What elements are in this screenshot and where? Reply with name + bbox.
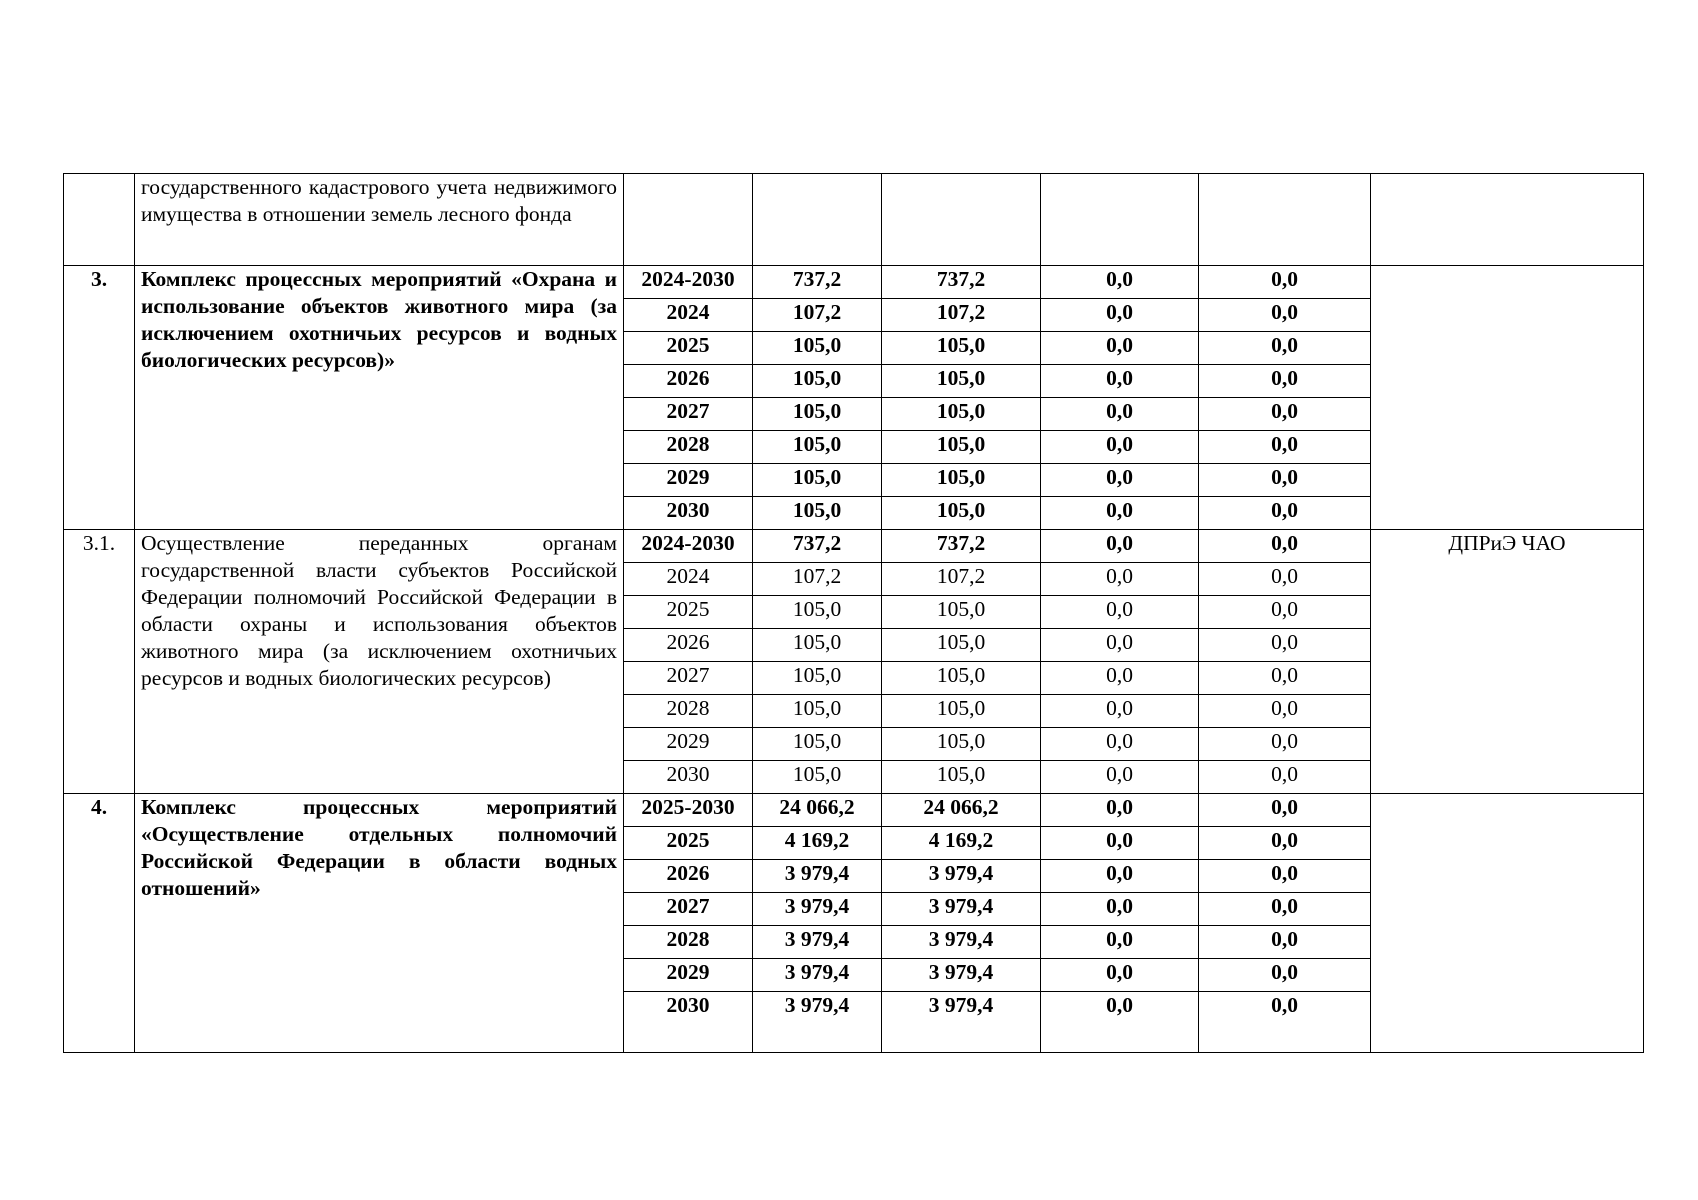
- amount-cell: 105,0: [882, 728, 1041, 761]
- period-cell: 2029: [624, 728, 753, 761]
- total-cell: 105,0: [753, 761, 882, 794]
- amount-cell: 0,0: [1041, 761, 1199, 794]
- amount-cell: 0,0: [1041, 662, 1199, 695]
- total-cell: 4 169,2: [753, 827, 882, 860]
- amount-cell: 0,0: [1041, 365, 1199, 398]
- continuation-row: [64, 174, 1644, 266]
- amount-cell: 107,2: [882, 563, 1041, 596]
- amount-cell: 0,0: [1041, 266, 1199, 299]
- amount-cell: 0,0: [1199, 827, 1371, 860]
- total-cell: 105,0: [753, 629, 882, 662]
- section-row: [64, 530, 1644, 563]
- total-cell: 105,0: [753, 728, 882, 761]
- amount-cell: 0,0: [1199, 299, 1371, 332]
- amount-cell: 0,0: [1041, 893, 1199, 926]
- amount-cell: 0,0: [1041, 959, 1199, 992]
- total-cell: 105,0: [753, 464, 882, 497]
- row-number-cell: 4.: [64, 794, 135, 1053]
- amount-cell: 105,0: [882, 761, 1041, 794]
- amount-cell: 3 979,4: [882, 860, 1041, 893]
- period-cell: 2024: [624, 299, 753, 332]
- row-number-cell: 3.1.: [64, 530, 135, 794]
- amount-cell: 737,2: [882, 530, 1041, 563]
- period-cell: 2028: [624, 431, 753, 464]
- total-cell: [753, 174, 882, 266]
- period-cell: 2026: [624, 365, 753, 398]
- amount-cell: 3 979,4: [882, 926, 1041, 959]
- responsible-cell: [1371, 266, 1644, 530]
- total-cell: 3 979,4: [753, 860, 882, 893]
- amount-cell: 105,0: [882, 596, 1041, 629]
- amount-cell: 105,0: [882, 365, 1041, 398]
- period-cell: 2026: [624, 860, 753, 893]
- budget-table: [63, 173, 1644, 1053]
- amount-cell: 0,0: [1041, 695, 1199, 728]
- description-cell: Комплекс процессных мероприятий «Охрана и использование объектов животного мира (за исключением охотничьих ресурсов и водных биологических ресурсов)»: [135, 266, 624, 530]
- period-cell: 2027: [624, 662, 753, 695]
- amount-cell: 105,0: [882, 332, 1041, 365]
- amount-cell: 3 979,4: [882, 992, 1041, 1053]
- amount-cell: 0,0: [1199, 530, 1371, 563]
- period-cell: 2028: [624, 695, 753, 728]
- amount-cell: 0,0: [1041, 497, 1199, 530]
- amount-cell: 105,0: [882, 629, 1041, 662]
- period-cell: 2027: [624, 398, 753, 431]
- amount-cell: 0,0: [1041, 299, 1199, 332]
- amount-cell: 3 979,4: [882, 959, 1041, 992]
- amount-cell: [1041, 174, 1199, 266]
- section-row: [64, 266, 1644, 299]
- section-row: [64, 794, 1644, 827]
- amount-cell: 0,0: [1199, 794, 1371, 827]
- amount-cell: 105,0: [882, 464, 1041, 497]
- period-cell: 2030: [624, 761, 753, 794]
- responsible-cell: ДПРиЭ ЧАО: [1371, 530, 1644, 794]
- total-cell: 105,0: [753, 497, 882, 530]
- amount-cell: 105,0: [882, 695, 1041, 728]
- amount-cell: 0,0: [1041, 431, 1199, 464]
- row-number-cell: [64, 174, 135, 266]
- period-cell: 2025: [624, 332, 753, 365]
- total-cell: 105,0: [753, 365, 882, 398]
- amount-cell: 0,0: [1199, 662, 1371, 695]
- amount-cell: 0,0: [1041, 794, 1199, 827]
- amount-cell: 3 979,4: [882, 893, 1041, 926]
- period-cell: 2024-2030: [624, 530, 753, 563]
- amount-cell: 105,0: [882, 431, 1041, 464]
- amount-cell: 0,0: [1199, 728, 1371, 761]
- amount-cell: 0,0: [1041, 530, 1199, 563]
- total-cell: 3 979,4: [753, 926, 882, 959]
- amount-cell: 0,0: [1041, 596, 1199, 629]
- amount-cell: 105,0: [882, 662, 1041, 695]
- amount-cell: 0,0: [1199, 629, 1371, 662]
- amount-cell: 0,0: [1041, 992, 1199, 1053]
- total-cell: 737,2: [753, 266, 882, 299]
- amount-cell: 0,0: [1199, 860, 1371, 893]
- description-cell: Осуществление переданных органам государственной власти субъектов Российской Федерации полномочий Российской Федерации в области охраны и использования объектов животного мира (за исключением охотничьих ресурсов и водных биологических ресурсов): [135, 530, 624, 794]
- period-cell: 2026: [624, 629, 753, 662]
- amount-cell: 4 169,2: [882, 827, 1041, 860]
- amount-cell: 0,0: [1199, 266, 1371, 299]
- period-cell: 2028: [624, 926, 753, 959]
- period-cell: 2027: [624, 893, 753, 926]
- period-cell: 2024-2030: [624, 266, 753, 299]
- amount-cell: 0,0: [1199, 992, 1371, 1053]
- amount-cell: 0,0: [1199, 563, 1371, 596]
- amount-cell: 0,0: [1041, 398, 1199, 431]
- responsible-cell: [1371, 794, 1644, 1053]
- amount-cell: 0,0: [1199, 431, 1371, 464]
- period-cell: [624, 174, 753, 266]
- period-cell: 2025: [624, 827, 753, 860]
- row-number-cell: 3.: [64, 266, 135, 530]
- amount-cell: 737,2: [882, 266, 1041, 299]
- period-cell: 2030: [624, 992, 753, 1053]
- total-cell: 105,0: [753, 398, 882, 431]
- total-cell: 107,2: [753, 563, 882, 596]
- period-cell: 2025: [624, 596, 753, 629]
- amount-cell: 0,0: [1199, 398, 1371, 431]
- amount-cell: 0,0: [1041, 728, 1199, 761]
- amount-cell: 0,0: [1199, 893, 1371, 926]
- amount-cell: 0,0: [1199, 695, 1371, 728]
- amount-cell: 0,0: [1199, 596, 1371, 629]
- amount-cell: 0,0: [1199, 761, 1371, 794]
- table-body: [64, 174, 1644, 1053]
- period-cell: 2029: [624, 464, 753, 497]
- total-cell: 24 066,2: [753, 794, 882, 827]
- total-cell: 107,2: [753, 299, 882, 332]
- period-cell: 2024: [624, 563, 753, 596]
- amount-cell: 24 066,2: [882, 794, 1041, 827]
- amount-cell: 0,0: [1041, 332, 1199, 365]
- amount-cell: 0,0: [1199, 464, 1371, 497]
- responsible-cell: [1371, 174, 1644, 266]
- period-cell: 2025-2030: [624, 794, 753, 827]
- description-cell: государственного кадастрового учета недвижимого имущества в отношении земель лесного фонда: [135, 174, 624, 266]
- amount-cell: 0,0: [1199, 959, 1371, 992]
- total-cell: 3 979,4: [753, 992, 882, 1053]
- amount-cell: 0,0: [1041, 563, 1199, 596]
- amount-cell: 0,0: [1199, 926, 1371, 959]
- period-cell: 2030: [624, 497, 753, 530]
- amount-cell: 0,0: [1041, 464, 1199, 497]
- total-cell: 3 979,4: [753, 959, 882, 992]
- total-cell: 3 979,4: [753, 893, 882, 926]
- total-cell: 105,0: [753, 332, 882, 365]
- total-cell: 105,0: [753, 596, 882, 629]
- amount-cell: 0,0: [1041, 827, 1199, 860]
- amount-cell: 0,0: [1041, 860, 1199, 893]
- amount-cell: 0,0: [1199, 497, 1371, 530]
- amount-cell: 0,0: [1041, 926, 1199, 959]
- period-cell: 2029: [624, 959, 753, 992]
- total-cell: 105,0: [753, 695, 882, 728]
- amount-cell: 0,0: [1041, 629, 1199, 662]
- amount-cell: 0,0: [1199, 365, 1371, 398]
- description-cell: Комплекс процессных мероприятий «Осуществление отдельных полномочий Российской Федерации в области водных отношений»: [135, 794, 624, 1053]
- amount-cell: 107,2: [882, 299, 1041, 332]
- total-cell: 105,0: [753, 431, 882, 464]
- amount-cell: 105,0: [882, 398, 1041, 431]
- amount-cell: [1199, 174, 1371, 266]
- amount-cell: 0,0: [1199, 332, 1371, 365]
- amount-cell: 105,0: [882, 497, 1041, 530]
- total-cell: 737,2: [753, 530, 882, 563]
- amount-cell: [882, 174, 1041, 266]
- total-cell: 105,0: [753, 662, 882, 695]
